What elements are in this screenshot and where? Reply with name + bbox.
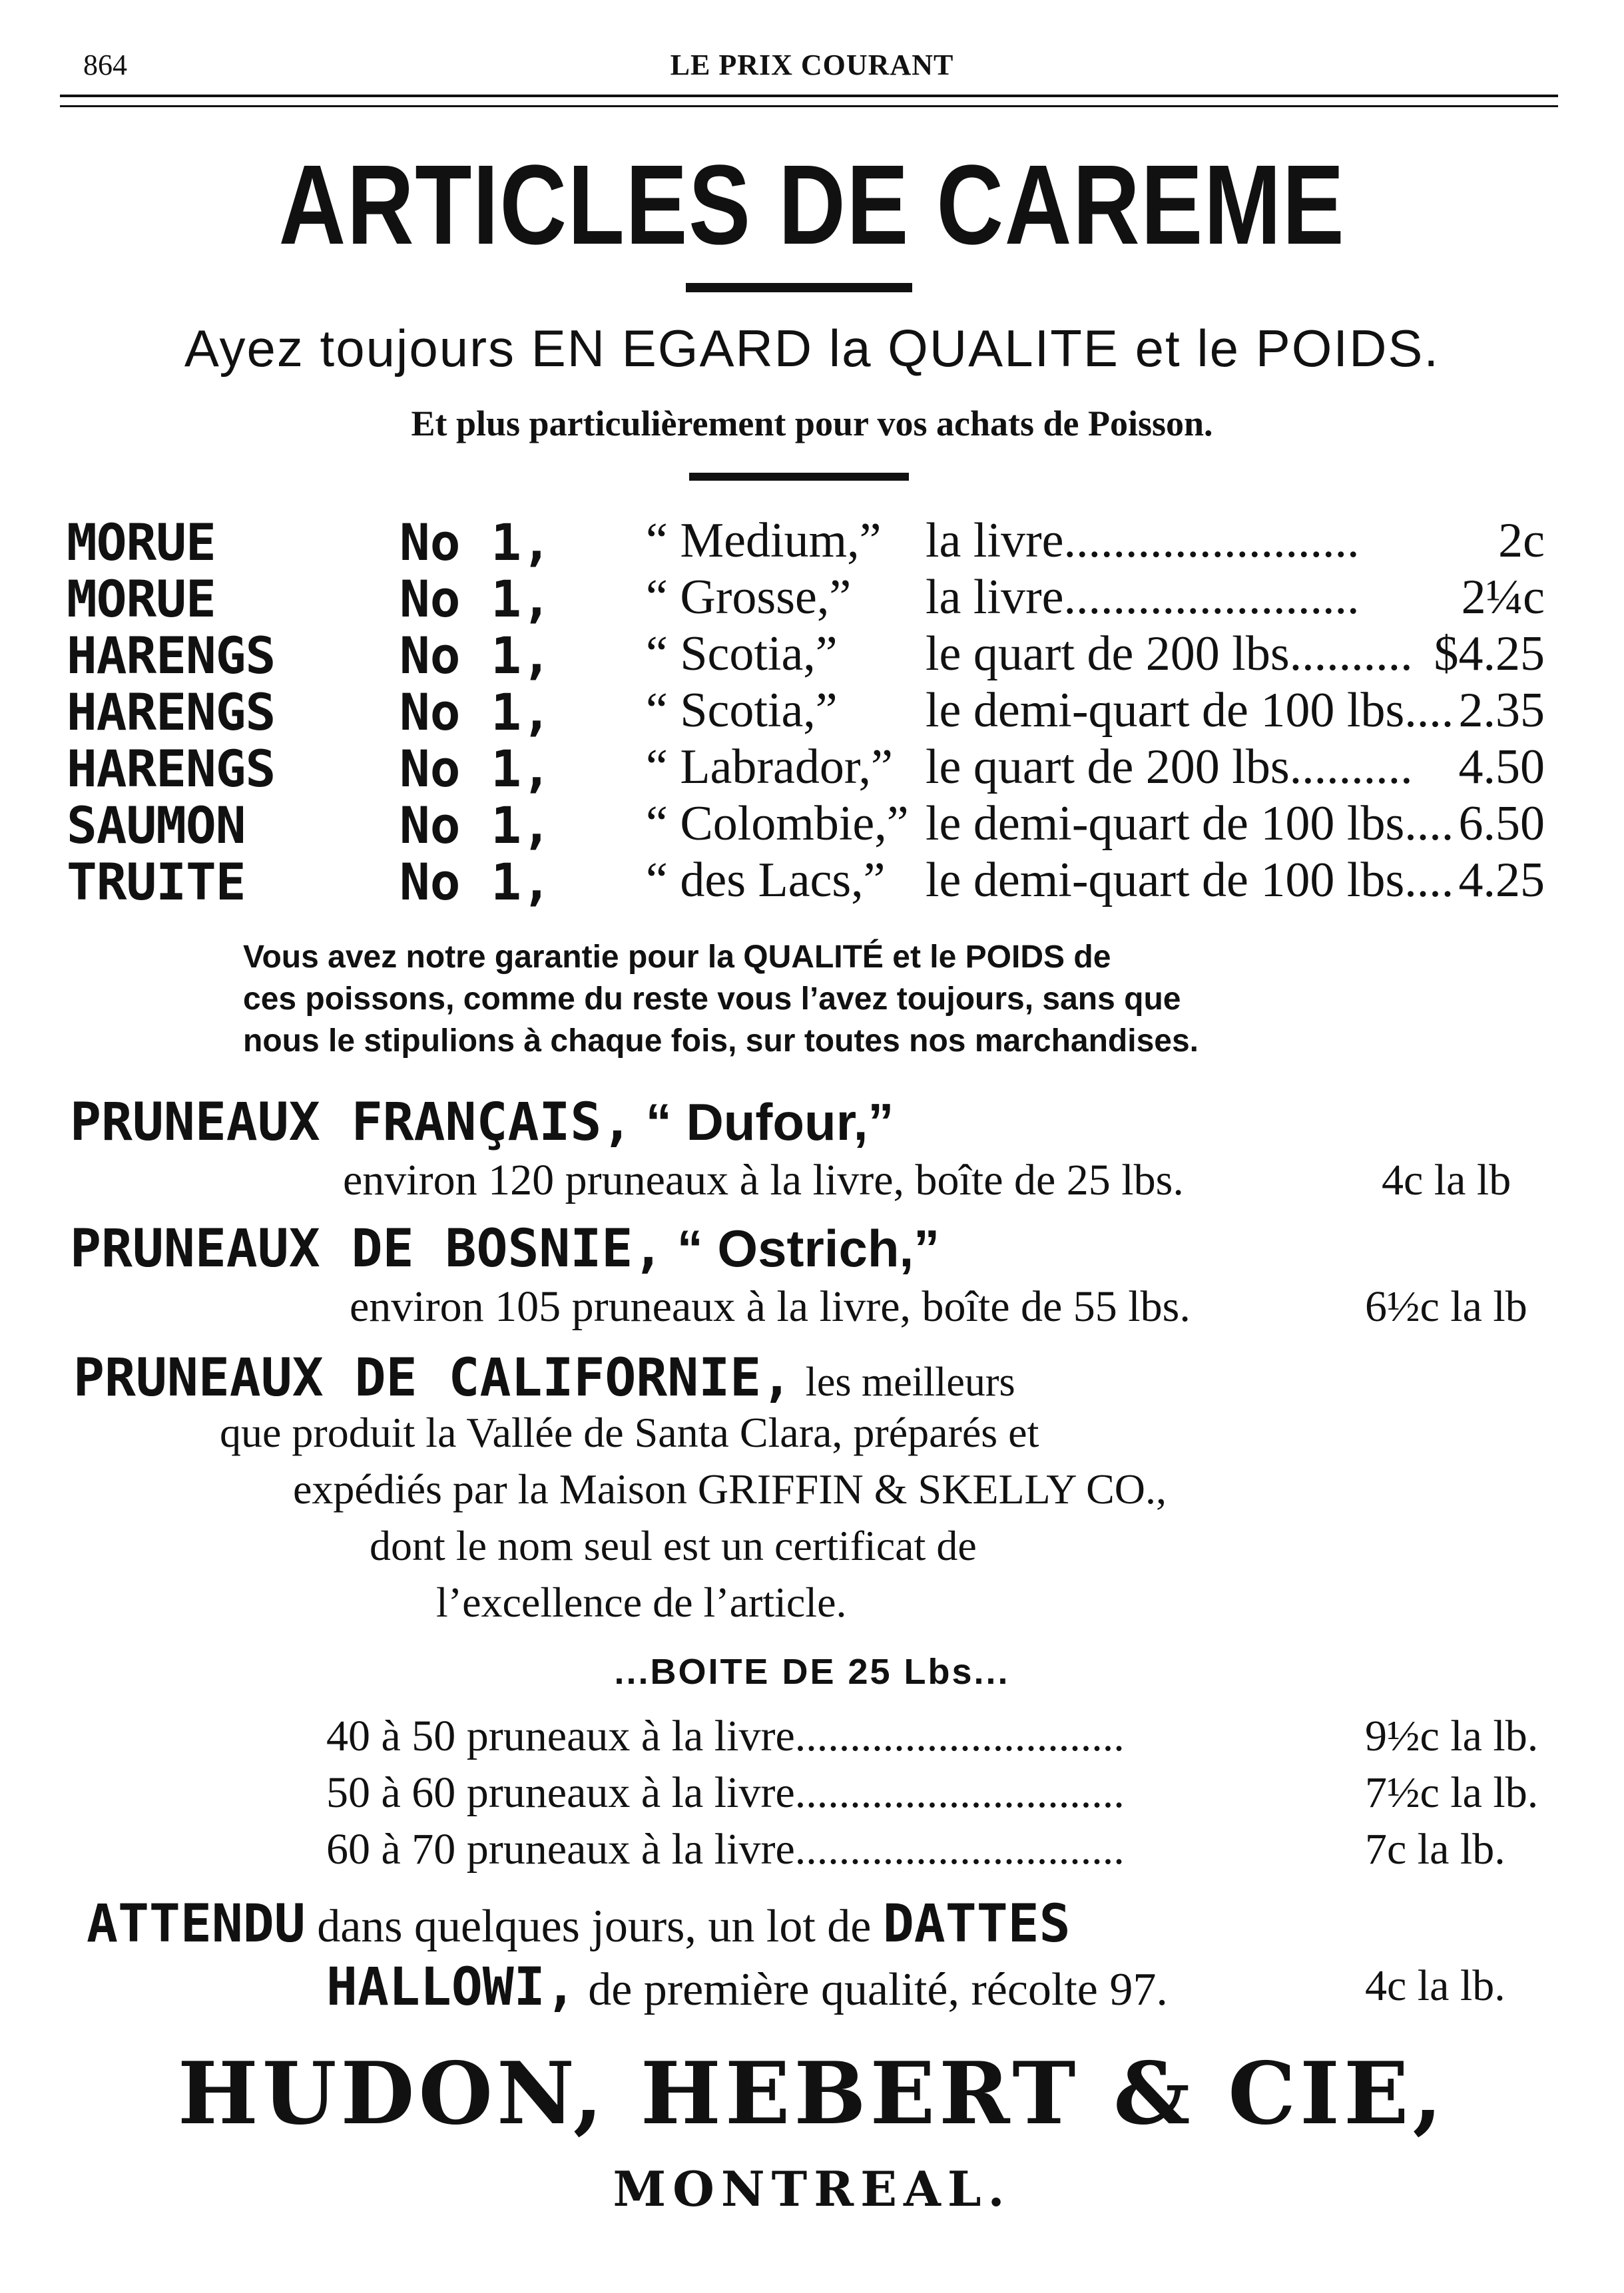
prunes-cal-line: que produit la Vallée de Santa Clara, préparés et	[220, 1409, 1039, 1456]
box-row	[326, 1711, 1558, 1758]
fish-price: 4.25	[1458, 853, 1545, 907]
prunes-bosnie-price: 6½c la lb	[1365, 1282, 1527, 1331]
box-row-desc: 40 à 50 pruneaux à la livre..............................	[326, 1712, 1125, 1760]
header-rule-1	[60, 95, 1558, 97]
fish-grade: No 1,	[400, 852, 552, 911]
fish-row	[67, 626, 1545, 685]
attendu-price: 4c la lb.	[1365, 1961, 1505, 2010]
fish-price: 4.50	[1458, 740, 1545, 794]
publication-title: LE PRIX COURANT	[670, 49, 954, 81]
box-row-price: 9½c la lb.	[1365, 1712, 1539, 1760]
attendu-line-2	[326, 1957, 1168, 2017]
prunes-cal-line: dont le nom seul est un certificat de	[370, 1522, 977, 1569]
fish-desc: le quart de 200 lbs..........	[926, 627, 1413, 681]
fish-price: 2c	[1498, 513, 1545, 568]
attendu-line-1	[87, 1894, 1071, 1954]
prunes-fr-brand: “ Dufour,”	[645, 1093, 894, 1151]
fish-desc: le quart de 200 lbs..........	[926, 740, 1413, 794]
title-rule	[686, 283, 912, 292]
prunes-cal-line: expédiés par la Maison GRIFFIN & SKELLY CO.,	[293, 1465, 1167, 1513]
subtitle-poisson: Et plus particulièrement pour vos achats de Poisson.	[411, 403, 1213, 443]
fish-row	[67, 513, 1545, 572]
fish-name: MORUE	[67, 513, 216, 572]
fish-desc: le demi-quart de 100 lbs....	[926, 853, 1454, 907]
fish-grade: No 1,	[400, 569, 552, 629]
fish-grade: No 1,	[400, 626, 552, 685]
dattes-word: DATTES	[882, 1894, 1071, 1954]
fish-price: 6.50	[1458, 796, 1545, 851]
company-name: HUDON, HEBERT & CIE,	[177, 2044, 1447, 2144]
fish-price: 2¼c	[1461, 570, 1545, 625]
subtitle: Ayez toujours EN EGARD la QUALITE et le POIDS.	[184, 319, 1440, 378]
box-heading: ...BOITE DE 25 Lbs...	[614, 1652, 1010, 1692]
box-row-price: 7½c la lb.	[1365, 1768, 1539, 1817]
prunes-bosnie-heading: PRUNEAUX DE BOSNIE,	[70, 1219, 665, 1279]
fish-brand: “ Scotia,”	[646, 627, 838, 681]
company-city: MONTREAL.	[613, 2161, 1011, 2217]
box-row	[326, 1768, 1558, 1817]
prunes-fr-heading-line	[70, 1092, 894, 1152]
fish-grade: No 1,	[400, 796, 552, 855]
hallowi-word: HALLOWI,	[326, 1957, 577, 2017]
subtitle-rule	[689, 473, 909, 481]
fish-row	[67, 739, 1545, 798]
fish-desc: le demi-quart de 100 lbs....	[926, 683, 1454, 738]
prunes-bosnie-brand: “ Ostrich,”	[677, 1219, 940, 1278]
guarantee-line: ces poissons, comme du reste vous l’avez toujours, sans que	[243, 981, 1181, 1017]
fish-brand: “ des Lacs,”	[646, 853, 886, 907]
fish-brand: “ Medium,”	[646, 513, 882, 568]
prunes-fr-desc: environ 120 pruneaux à la livre, boîte de 25 lbs.	[343, 1156, 1184, 1204]
fish-name: SAUMON	[67, 796, 246, 855]
fish-desc: le demi-quart de 100 lbs....	[926, 796, 1454, 851]
header-rule-2	[60, 105, 1558, 107]
fish-row	[67, 796, 1545, 855]
prunes-cal-line: l’excellence de l’article.	[436, 1579, 847, 1626]
fish-brand: “ Grosse,”	[646, 570, 852, 625]
fish-name: HARENGS	[67, 682, 276, 742]
fish-grade: No 1,	[400, 682, 552, 742]
fish-price: 2.35	[1458, 683, 1545, 738]
prunes-bosnie-heading-line	[70, 1218, 940, 1279]
attendu-text-2: de première qualité, récolte 97.	[588, 1964, 1168, 2015]
fish-row	[67, 852, 1545, 911]
prunes-cal-heading: PRUNEAUX DE CALIFORNIE,	[73, 1348, 793, 1408]
fish-name: MORUE	[67, 569, 216, 629]
guarantee-line: Vous avez notre garantie pour la QUALITÉ et le POIDS de	[243, 939, 1111, 975]
box-row	[326, 1824, 1558, 1874]
fish-brand: “ Colombie,”	[646, 796, 909, 851]
prunes-bosnie-desc: environ 105 pruneaux à la livre, boîte de 55 lbs.	[350, 1282, 1191, 1331]
prunes-cal-heading-line	[73, 1348, 1015, 1408]
page-number: 864	[83, 49, 127, 81]
box-row-desc: 60 à 70 pruneaux à la livre..............................	[326, 1825, 1125, 1874]
fish-price: $4.25	[1434, 627, 1545, 681]
prunes-cal-heading-tail: les meilleurs	[805, 1360, 1015, 1405]
fish-name: HARENGS	[67, 626, 276, 685]
fish-desc: la livre........................	[926, 570, 1360, 625]
fish-grade: No 1,	[400, 513, 552, 572]
fish-name: HARENGS	[67, 739, 276, 798]
fish-desc: la livre........................	[926, 513, 1360, 568]
prunes-fr-heading: PRUNEAUX FRANÇAIS,	[70, 1093, 633, 1152]
guarantee-line: nous le stipulions à chaque fois, sur toutes nos marchandises.	[243, 1023, 1199, 1059]
fish-brand: “ Scotia,”	[646, 683, 838, 738]
prunes-fr-price: 4c la lb	[1382, 1156, 1511, 1204]
fish-grade: No 1,	[400, 739, 552, 798]
fish-row	[67, 569, 1545, 629]
main-title: ARTICLES DE CAREME	[278, 142, 1346, 268]
fish-name: TRUITE	[67, 852, 246, 911]
fish-brand: “ Labrador,”	[646, 740, 893, 794]
box-row-price: 7c la lb.	[1365, 1825, 1505, 1874]
attendu-word: ATTENDU	[87, 1894, 306, 1954]
fish-row	[67, 682, 1545, 742]
attendu-text: dans quelques jours, un lot de	[317, 1901, 872, 1952]
box-row-desc: 50 à 60 pruneaux à la livre..............................	[326, 1768, 1125, 1817]
